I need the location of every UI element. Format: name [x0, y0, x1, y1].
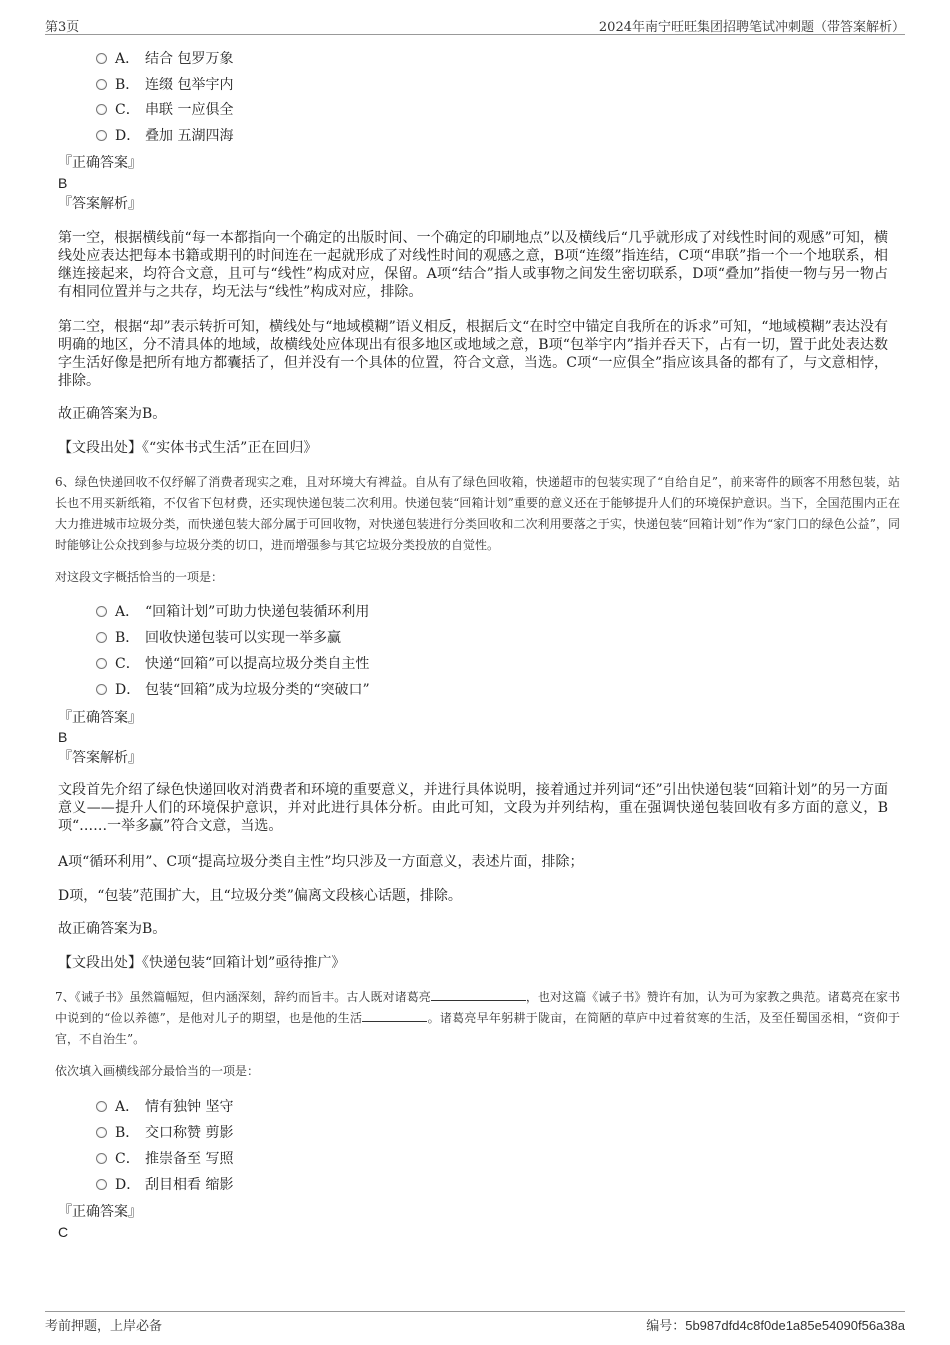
q5-source: 【文段出处】《“实体书式生活”正在回归》 — [58, 440, 318, 456]
q7-option-c[interactable]: C． 推崇备至 写照 — [96, 1149, 233, 1169]
q5-analysis-paragraph: 第一空，根据横线前“每一本都指向一个确定的出版时间、一个确定的印刷地点”以及横线后“几乎就形成了对线性时间的观感”可知，横线处应表达把每本书籍或期刊的时间连在一起就形成了对线性时间的观感之意，B项“连缀”指连结，C项“串联”指一个一个地联系，相继连接起来，均符合文意，且可与“线性”构成对应，保留。A项“结合”指人或事物之间发生密切联系，D项“叠加”指使一物与另一物占有相同位置并与之共存，均无法与“线性”构成对应，排除。 — [58, 230, 888, 300]
q6-option-a[interactable]: A． “回箱计划”可助力快递包装循环利用 — [96, 602, 369, 622]
q6-analysis-label: 『答案解析』 — [58, 750, 142, 766]
q7-question: 7、《诫子书》虽然篇幅短，但内涵深刻，辞约而旨丰。古人既对诸葛亮 ，也对这篇《诫子书》赞许有加，认为可为家教之典范。诸葛亮在家书中说到的“俭以养德”，是他对儿子的期望，也是他的生活 。诸葛亮早年躬耕于陇亩，在简陋的草庐中过着贫寒的生活，及至任蜀国丞相，“资仰于官，不自治生”。 — [55, 990, 900, 1046]
q7-option-d[interactable]: D． 刮目相看 缩影 — [96, 1175, 233, 1195]
q6-option-c[interactable]: C． 快递“回箱”可以提高垃圾分类自主性 — [96, 654, 369, 674]
q6-question: 6、绿色快递回收不仅纾解了消费者现实之难，且对环境大有裨益。自从有了绿色回收箱，快递超市的包装实现了“自给自足”，前来寄件的顾客不用愁包装，站长也不用买新纸箱，不仅省下包材费，还实现快递包装二次利用。快递包装“回箱计划”重要的意义还在于能够提升人们的环境保护意识。当下，全国范围内正在大力推进城市垃圾分类，而快递包装大部分属于可回收物，对快递包装进行分类回收和二次利用要落之于实，快递包装“回箱计划”作为“家门口的绿色公益”，同时能够让公众找到参与垃圾分类的切口，进而增强参与其它垃圾分类投放的自觉性。 — [55, 475, 900, 552]
q6-answer: B — [58, 729, 68, 745]
q7-option-b[interactable]: B． 交口称赞 剪影 — [96, 1123, 233, 1143]
q6-option-b[interactable]: B． 回收快递包装可以实现一举多赢 — [96, 628, 341, 648]
radio-icon[interactable] — [96, 79, 107, 90]
radio-icon[interactable] — [96, 658, 107, 669]
q6-option-d[interactable]: D． 包装“回箱”成为垃圾分类的“突破口” — [96, 680, 370, 700]
q5-option-b[interactable]: B． 连缀 包举宇内 — [96, 75, 233, 95]
q7-blank-2 — [362, 1009, 427, 1022]
q6-analysis-paragraph: A项“循环利用”、C项“提高垃圾分类自主性”均只涉及一方面意义，表述片面，排除； — [58, 854, 584, 870]
q6-analysis-paragraph: 文段首先介绍了绿色快递回收对消费者和环境的重要意义，并进行具体说明，接着通过并列词“还”引出快递包装“回箱计划”的另一方面意义——提升人们的环境保护意识，并对此进行具体分析。由此可知，文段为并列结构，重在强调快递包装回收有多方面的意义，B项“……一举多赢”符合文意，当选。 — [58, 782, 888, 834]
page-header — [45, 14, 905, 35]
q5-analysis-label: 『答案解析』 — [58, 196, 142, 212]
q5-option-a[interactable]: A． 结合 包罗万象 — [96, 49, 233, 69]
page-number: 第3页 — [45, 20, 80, 35]
radio-icon[interactable] — [96, 53, 107, 64]
q7-prompt: 依次填入画横线部分最恰当的一项是： — [55, 1064, 260, 1078]
q7-answer: C — [58, 1224, 69, 1240]
q6-answer-label: 『正确答案』 — [58, 710, 142, 726]
q7-blank-1 — [431, 988, 526, 1001]
q5-conclusion: 故正确答案为B。 — [58, 406, 167, 422]
radio-icon[interactable] — [96, 1153, 107, 1164]
radio-icon[interactable] — [96, 632, 107, 643]
q5-answer: B — [58, 175, 68, 191]
radio-icon[interactable] — [96, 684, 107, 695]
radio-icon[interactable] — [96, 104, 107, 115]
page-footer — [45, 1311, 905, 1332]
q5-option-c[interactable]: C． 串联 一应俱全 — [96, 100, 233, 120]
q6-prompt: 对这段文字概括恰当的一项是： — [55, 570, 224, 584]
q5-answer-label: 『正确答案』 — [58, 155, 142, 171]
q7-option-a[interactable]: A． 情有独钟 坚守 — [96, 1097, 233, 1117]
radio-icon[interactable] — [96, 606, 107, 617]
footer-slogan: 考前押题，上岸必备 — [45, 1319, 163, 1334]
q6-conclusion: 故正确答案为B。 — [58, 921, 167, 937]
q6-source: 【文段出处】《快递包装“回箱计划”亟待推广》 — [58, 955, 346, 971]
radio-icon[interactable] — [96, 1101, 107, 1112]
q7-answer-label: 『正确答案』 — [58, 1204, 142, 1220]
q6-analysis-paragraph: D项，“包装”范围扩大，且“垃圾分类”偏离文段核心话题，排除。 — [58, 888, 462, 904]
radio-icon[interactable] — [96, 1179, 107, 1190]
radio-icon[interactable] — [96, 1127, 107, 1138]
document-title: 2024年南宁旺旺集团招聘笔试冲刺题（带答案解析） — [598, 20, 905, 35]
radio-icon[interactable] — [96, 130, 107, 141]
q5-analysis-paragraph: 第二空，根据“却”表示转折可知，横线处与“地域模糊”语义相反，根据后文“在时空中锚定自我所在的诉求”可知，“地域模糊”表达没有明确的地区，分不清具体的地域，故横线处应体现出有很多地区或地域之意，B项“包举宇内”指并吞天下，占有一切，置于此处表达数字生活好像是把所有地方都囊括了，但并没有一个具体的位置，符合文意，当选。C项“一应俱全”指应该具备的都有了，与文意相悖，排除。 — [58, 319, 888, 389]
document-id: 编号：5b987dfd4c8f0de1a85e54090f56a38a — [646, 1318, 905, 1333]
q5-option-d[interactable]: D． 叠加 五湖四海 — [96, 126, 233, 146]
